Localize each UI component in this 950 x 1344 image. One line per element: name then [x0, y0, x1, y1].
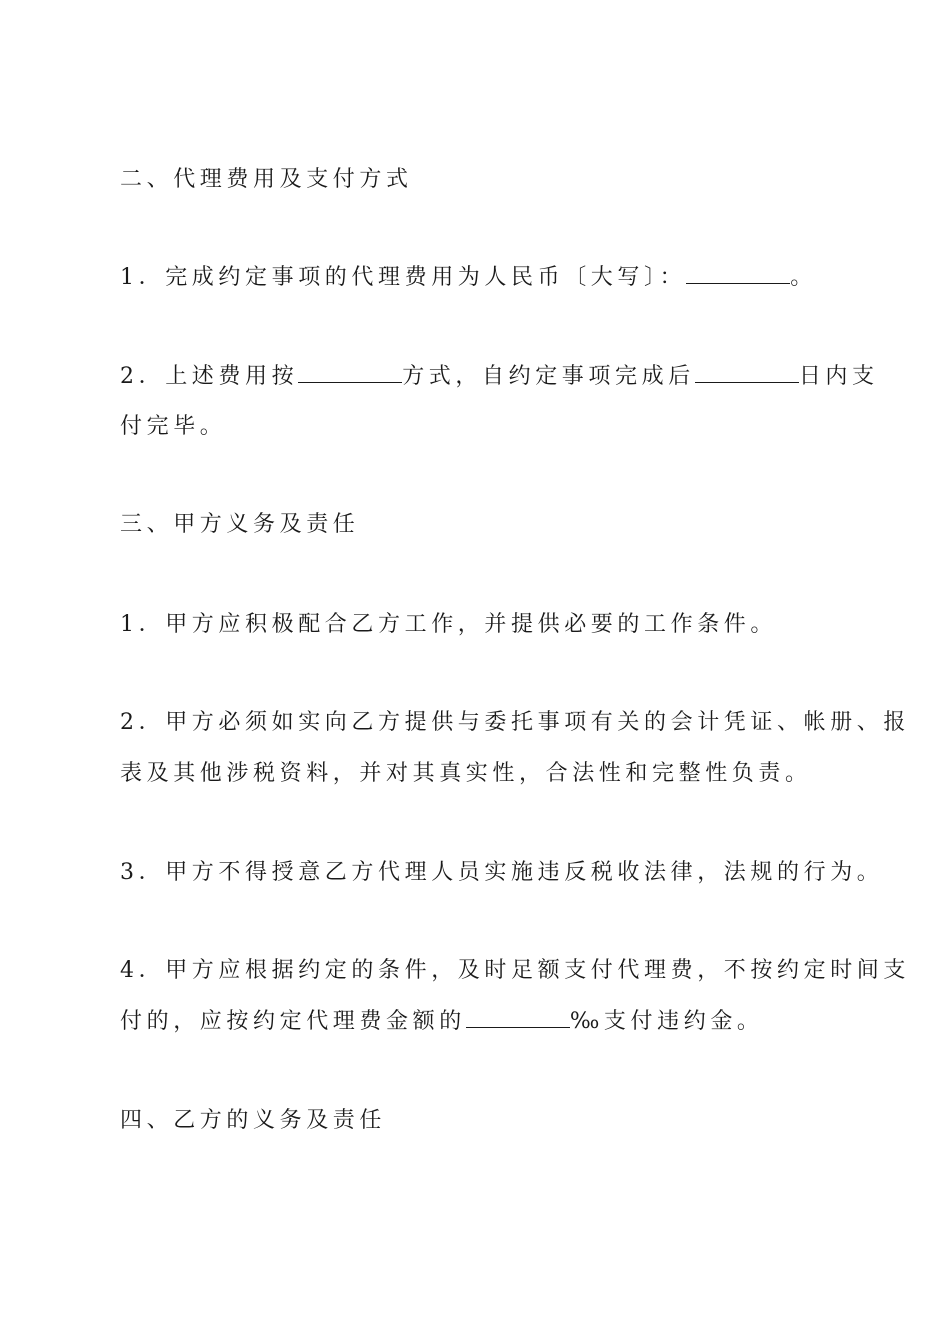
fill-in-blank [695, 362, 799, 383]
item-text: 付的，应按约定代理费金额的 [120, 1009, 466, 1034]
fill-in-blank [298, 362, 402, 383]
section-3-item-3: 3．甲方不得授意乙方代理人员实施违反税收法律，法规的行为。 [120, 860, 884, 885]
section-3-heading: 三、甲方义务及责任 [120, 512, 360, 537]
section-3-item-1: 1．甲方应积极配合乙方工作，并提供必要的工作条件。 [120, 612, 777, 637]
section-3-item-2-line-2: 表及其他涉税资料，并对其真实性，合法性和完整性负责。 [120, 761, 812, 786]
item-text: 日内支 [798, 364, 879, 389]
section-2-item-1 [120, 263, 840, 293]
section-4-heading: 四、乙方的义务及责任 [120, 1108, 387, 1133]
section-3-item-2-line-1: 2．甲方必须如实向乙方提供与委托事项有关的会计凭证、帐册、报 [120, 710, 910, 735]
section-3-item-4-line-1: 4．甲方应根据约定的条件，及时足额支付代理费，不按约定时间支 [120, 958, 910, 983]
section-2-item-2-line-1 [120, 362, 879, 392]
section-2-item-2-line-2: 付完毕。 [120, 414, 227, 439]
item-text: 1．完成约定事项的代理费用为人民币〔大写〕： [120, 265, 687, 290]
item-text: 方式，自约定事项完成后 [402, 364, 695, 389]
section-2-heading: 二、代理费用及支付方式 [120, 167, 413, 192]
item-text: 2．上述费用按 [120, 364, 299, 389]
section-3-item-4-line-2 [120, 1007, 840, 1037]
fill-in-blank [686, 263, 790, 284]
fill-in-blank [466, 1007, 570, 1028]
item-text: ‰支付违约金。 [569, 1009, 764, 1034]
item-text-end: 。 [790, 265, 817, 290]
